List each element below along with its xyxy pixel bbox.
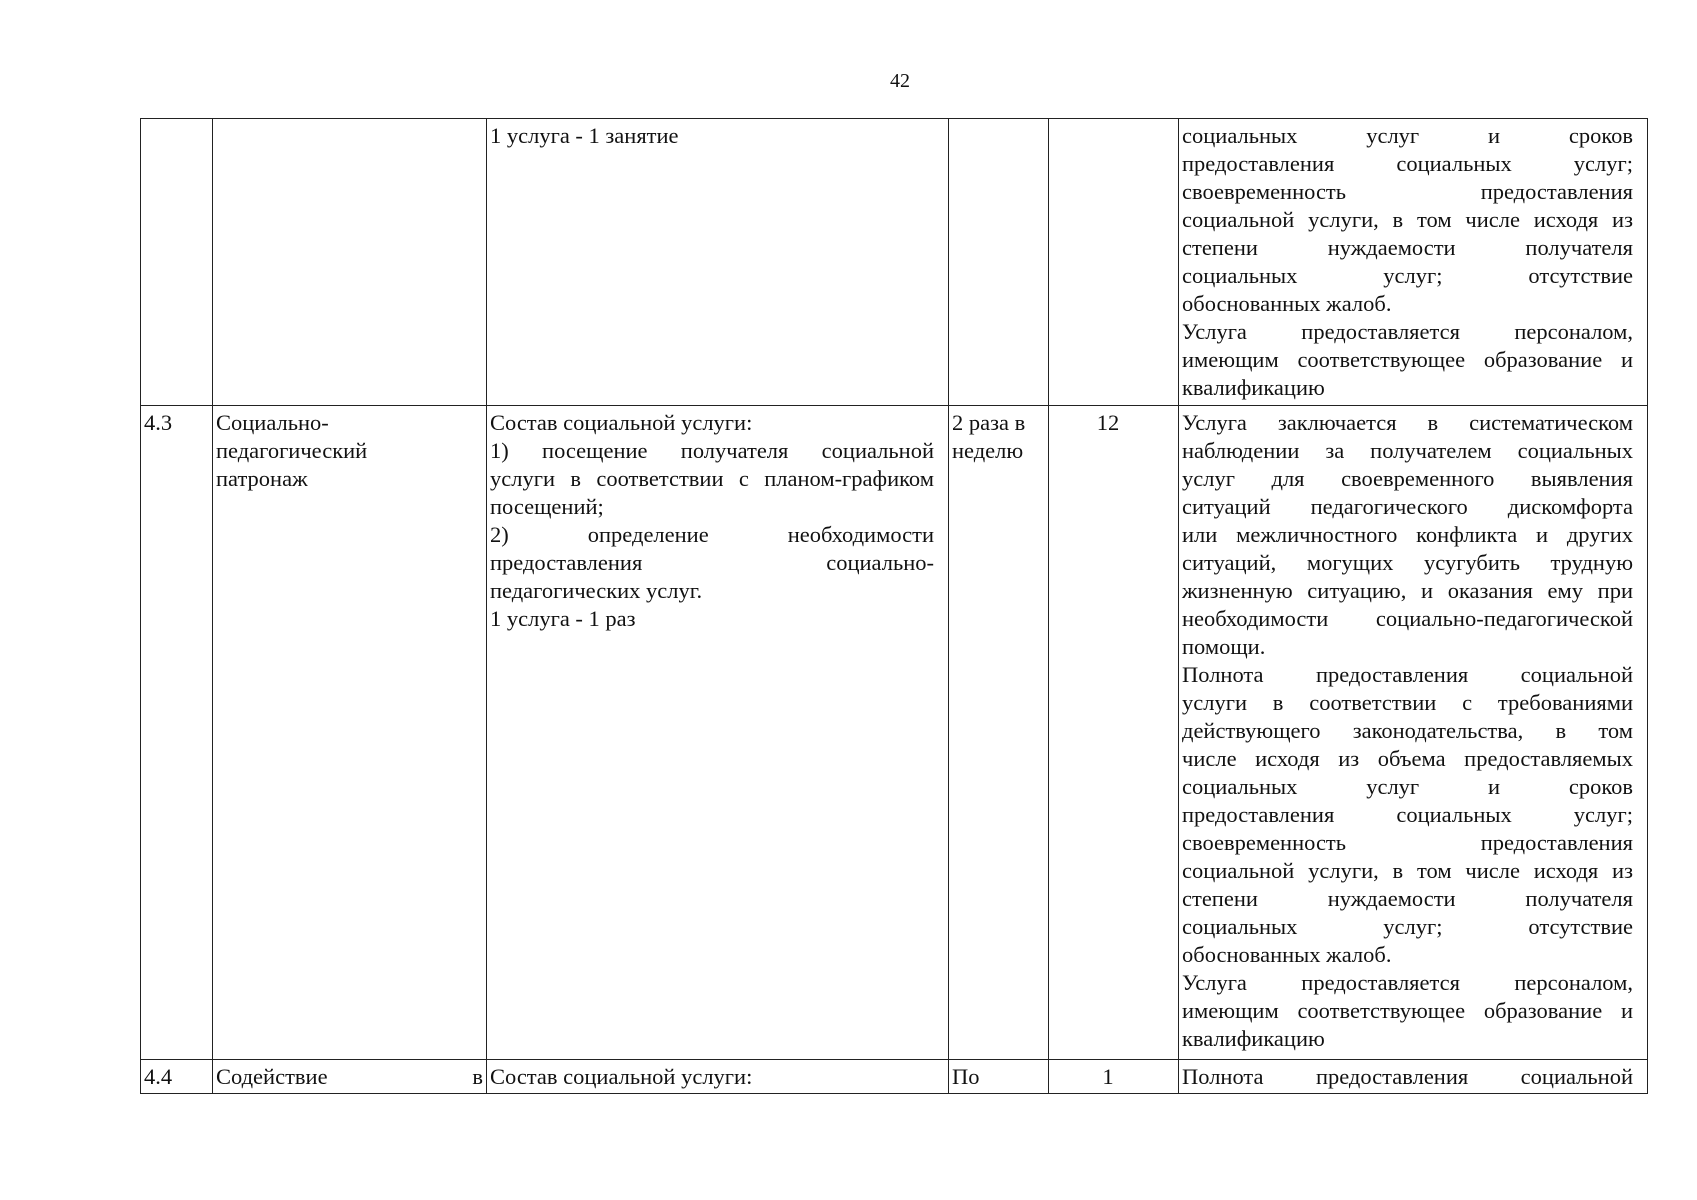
text-line: Услуга заключается в систематическом xyxy=(1182,410,1633,435)
text-line: услуги в соответствии с планом-графиком xyxy=(490,466,934,491)
text-line: квалификацию xyxy=(1182,375,1325,400)
text-line: своевременность предоставления xyxy=(1182,830,1633,855)
text-line: числе исходя из объема предоставляемых xyxy=(1182,746,1633,771)
text-line: обоснованных жалоб. xyxy=(1182,942,1392,967)
service-name-word: Содействие xyxy=(216,1064,328,1089)
text-line: социальной услуги, в том числе исходя из xyxy=(1182,207,1633,232)
frequency-cell xyxy=(949,1060,1049,1094)
text-line: Состав социальной услуги: xyxy=(490,410,753,435)
frequency-line: По xyxy=(952,1064,980,1089)
text-line: социальных услуг; отсутствие xyxy=(1182,263,1633,288)
text-line: действующего законодательства, в том xyxy=(1182,718,1633,743)
text-line: жизненную ситуацию, и оказания ему при xyxy=(1182,578,1633,603)
service-content-cell xyxy=(487,1060,949,1094)
service-name-word: в xyxy=(472,1064,483,1089)
frequency-line: неделю xyxy=(952,438,1024,463)
service-name-line: патронаж xyxy=(216,466,308,491)
service-name-line xyxy=(216,1063,483,1091)
table-row xyxy=(141,119,1648,406)
text-line: посещений; xyxy=(490,494,604,519)
service-name-cell xyxy=(213,1060,487,1094)
content-line: 1 услуга - 1 занятие xyxy=(490,123,679,148)
text-line: имеющим соответствующее образование и xyxy=(1182,347,1633,372)
text-line: помощи. xyxy=(1182,634,1266,659)
table-row xyxy=(141,406,1648,1060)
text-line: предоставления социальных услуг; xyxy=(1182,802,1633,827)
frequency-line: 2 раза в xyxy=(952,410,1026,435)
quantity-cell xyxy=(1049,119,1179,406)
text-line: 2) определение необходимости xyxy=(490,522,934,547)
service-content-cell xyxy=(487,119,949,406)
text-line: социальных услуг и сроков xyxy=(1182,123,1633,148)
text-line: ситуаций, могущих усугубить трудную xyxy=(1182,550,1633,575)
row-number-cell: 4.3 xyxy=(141,406,213,1060)
text-line: услуги в соответствии с требованиями xyxy=(1182,690,1633,715)
quantity-cell: 1 xyxy=(1049,1060,1179,1094)
frequency-cell xyxy=(949,119,1049,406)
text-line: социальных услуг; отсутствие xyxy=(1182,914,1633,939)
text-line: обоснованных жалоб. xyxy=(1182,291,1392,316)
service-name-cell xyxy=(213,119,487,406)
quality-cell xyxy=(1179,1060,1648,1094)
text-line: Состав социальной услуги: xyxy=(490,1064,753,1089)
text-line: предоставления социально- xyxy=(490,550,934,575)
text-line: педагогических услуг. xyxy=(490,578,703,603)
text-line: социальной услуги, в том числе исходя из xyxy=(1182,858,1633,883)
text-line: Услуга предоставляется персоналом, xyxy=(1182,970,1633,995)
service-content-cell xyxy=(487,406,949,1060)
text-line: наблюдении за получателем социальных xyxy=(1182,438,1633,463)
row-number-cell xyxy=(141,119,213,406)
service-name-line: Социально- xyxy=(216,410,329,435)
text-line: необходимости социально-педагогической xyxy=(1182,606,1633,631)
text-line: 1 услуга - 1 раз xyxy=(490,606,636,631)
text-line: 1) посещение получателя социальной xyxy=(490,438,934,463)
text-line: социальных услуг и сроков xyxy=(1182,774,1633,799)
text-line: квалификацию xyxy=(1182,1026,1325,1051)
row-number-cell: 4.4 xyxy=(141,1060,213,1094)
page-number: 42 xyxy=(890,70,910,92)
text-line: степени нуждаемости получателя xyxy=(1182,886,1633,911)
text-line: ситуаций педагогического дискомфорта xyxy=(1182,494,1633,519)
services-table xyxy=(140,118,1648,1094)
table-row xyxy=(141,1060,1648,1094)
text-line: имеющим соответствующее образование и xyxy=(1182,998,1633,1023)
text-line: Услуга предоставляется персоналом, xyxy=(1182,319,1633,344)
text-line: степени нуждаемости получателя xyxy=(1182,235,1633,260)
quantity-cell: 12 xyxy=(1049,406,1179,1060)
text-line: Полнота предоставления социальной xyxy=(1182,1064,1633,1089)
text-line: предоставления социальных услуг; xyxy=(1182,151,1633,176)
frequency-cell xyxy=(949,406,1049,1060)
quality-cell xyxy=(1179,119,1648,406)
quality-cell xyxy=(1179,406,1648,1060)
text-line: услуг для своевременного выявления xyxy=(1182,466,1633,491)
service-name-cell xyxy=(213,406,487,1060)
text-line: Полнота предоставления социальной xyxy=(1182,662,1633,687)
text-line: своевременность предоставления xyxy=(1182,179,1633,204)
text-line: или межличностного конфликта и других xyxy=(1182,522,1633,547)
service-name-line: педагогический xyxy=(216,438,368,463)
